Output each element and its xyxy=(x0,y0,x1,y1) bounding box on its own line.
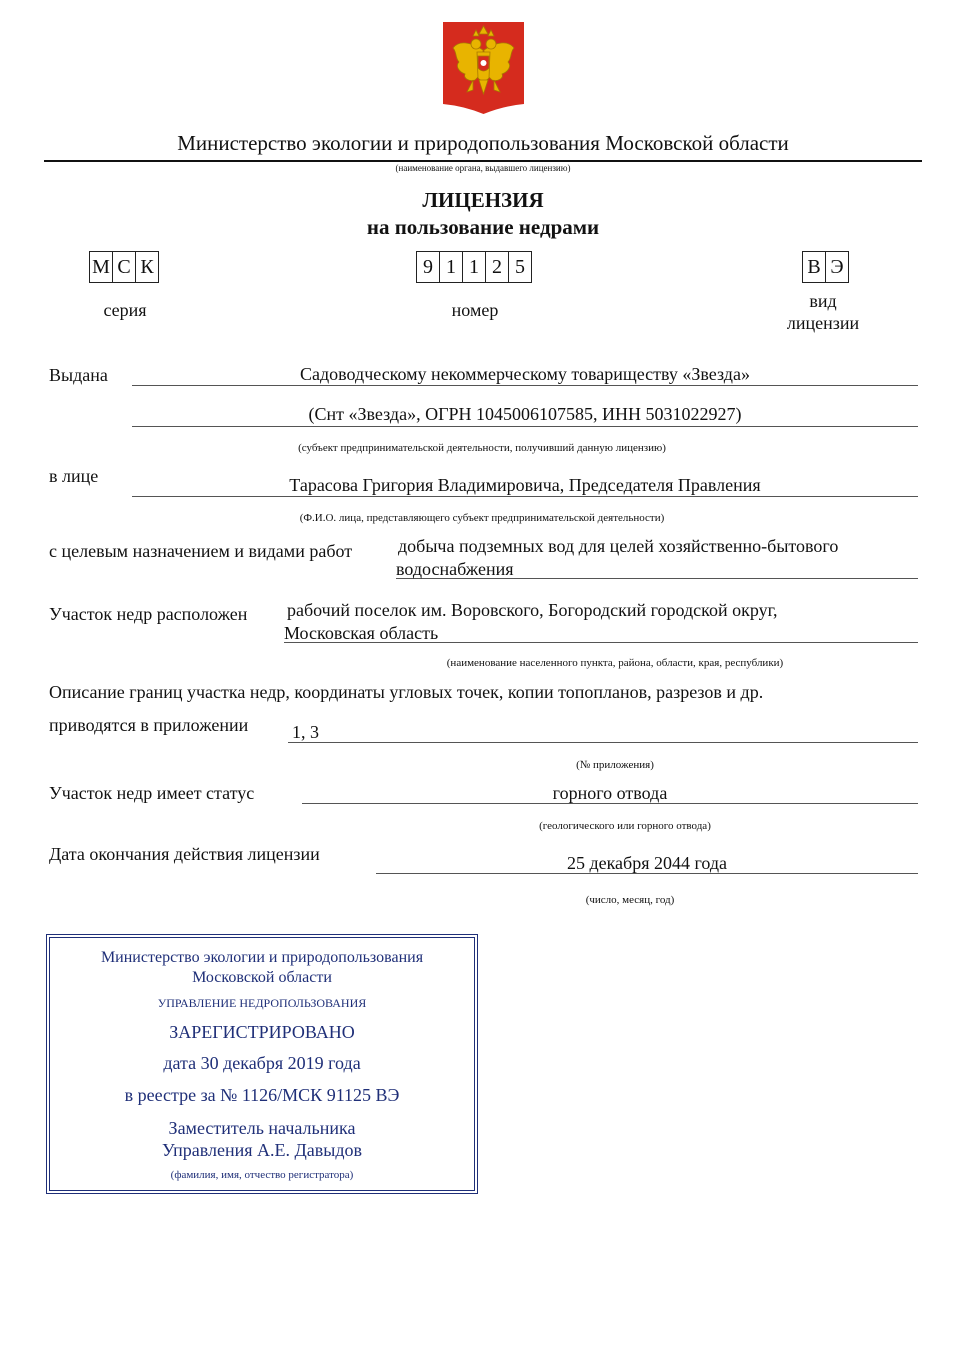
purpose-line-2: водоснабжения xyxy=(396,559,514,579)
location-line-2: Московская область xyxy=(284,623,439,643)
number-char: 9 xyxy=(416,251,440,283)
series-char: К xyxy=(135,251,159,283)
number-char: 1 xyxy=(462,251,486,283)
divider xyxy=(44,160,922,162)
location-line-1: рабочий поселок им. Воровского, Богородский городской округ, xyxy=(287,600,778,620)
representative-label: в лице xyxy=(49,466,99,486)
expiry-value: 25 декабря 2044 года xyxy=(376,853,918,874)
status-caption: (геологического или горного отвода) xyxy=(539,820,711,832)
stamp-registry-number: в реестре за № 1126/МСК 91125 ВЭ xyxy=(124,1085,400,1105)
representative-value: Тарасова Григория Владимировича, Председателя Правления xyxy=(132,475,918,497)
issued-line-2: (Снт «Звезда», ОГРН 1045006107585, ИНН 5031022927) xyxy=(132,404,918,427)
status-value: горного отвода xyxy=(302,783,918,804)
stamp-department: УПРАВЛЕНИЕ НЕДРОПОЛЬЗОВАНИЯ xyxy=(157,996,367,1010)
stamp-official-line-1: Заместитель начальника xyxy=(168,1118,356,1138)
type-boxes xyxy=(803,251,849,283)
location-value xyxy=(284,599,918,643)
boundaries-label: приводятся в приложении xyxy=(49,715,249,735)
title-line-2: на пользование недрами xyxy=(366,215,600,239)
issued-line-1: Садоводческому некоммерческому товариществу «Звезда» xyxy=(132,364,918,386)
type-caption xyxy=(768,290,878,334)
stamp-official-line-2: Управления А.Е. Давыдов xyxy=(161,1140,363,1160)
expiry-caption: (число, месяц, год) xyxy=(585,894,675,906)
status-label: Участок недр имеет статус xyxy=(49,783,255,803)
number-boxes xyxy=(417,251,532,283)
issued-caption: (субъект предпринимательской деятельности, получивший данную лицензию) xyxy=(298,442,666,454)
purpose-label: с целевым назначением и видами работ xyxy=(49,541,353,561)
location-caption: (наименование населенного пункта, района, области, края, республики) xyxy=(446,657,784,669)
stamp-official xyxy=(50,1117,474,1161)
type-caption-line-2: лицензии xyxy=(786,313,860,333)
stamp-registered: ЗАРЕГИСТРИРОВАНО xyxy=(169,1022,355,1042)
stamp-org-line-2: Московской области xyxy=(192,969,332,986)
number-char: 5 xyxy=(508,251,532,283)
number-char: 1 xyxy=(439,251,463,283)
appendix-caption: (№ приложения) xyxy=(576,759,654,771)
coat-of-arms-icon xyxy=(443,22,524,114)
number-caption: номер xyxy=(451,300,499,320)
boundaries-text: Описание границ участка недр, координаты угловых точек, копии топопланов, разрезов и др. xyxy=(49,682,764,702)
series-char: М xyxy=(89,251,113,283)
representative-caption: (Ф.И.О. лица, представляющего субъект предпринимательской деятельности) xyxy=(299,512,665,524)
authority-caption: (наименование органа, выдавшего лицензию) xyxy=(395,163,571,173)
number-char: 2 xyxy=(485,251,509,283)
purpose-line-1: добыча подземных вод для целей хозяйственно-бытового xyxy=(398,536,839,556)
issued-label: Выдана xyxy=(49,365,108,385)
series-caption: серия xyxy=(103,300,147,320)
stamp-date: дата 30 декабря 2019 года xyxy=(163,1053,361,1073)
series-char: С xyxy=(112,251,136,283)
expiry-label: Дата окончания действия лицензии xyxy=(49,844,320,864)
type-char: В xyxy=(802,251,826,283)
stamp-caption: (фамилия, имя, отчество регистратора) xyxy=(170,1169,354,1181)
registration-stamp xyxy=(46,934,478,1194)
stamp-org-line-1: Министерство экологии и природопользования xyxy=(100,949,424,966)
type-caption-line-1: вид xyxy=(809,291,837,311)
type-char: Э xyxy=(825,251,849,283)
series-boxes xyxy=(90,251,159,283)
title-line-1: ЛИЦЕНЗИЯ xyxy=(422,188,544,212)
issuing-authority: Министерство экологии и природопользования Московской области xyxy=(177,131,789,155)
purpose-value xyxy=(396,535,918,579)
appendix-number: 1, 3 xyxy=(288,722,918,743)
location-label: Участок недр расположен xyxy=(49,604,248,624)
document-title xyxy=(0,187,966,241)
